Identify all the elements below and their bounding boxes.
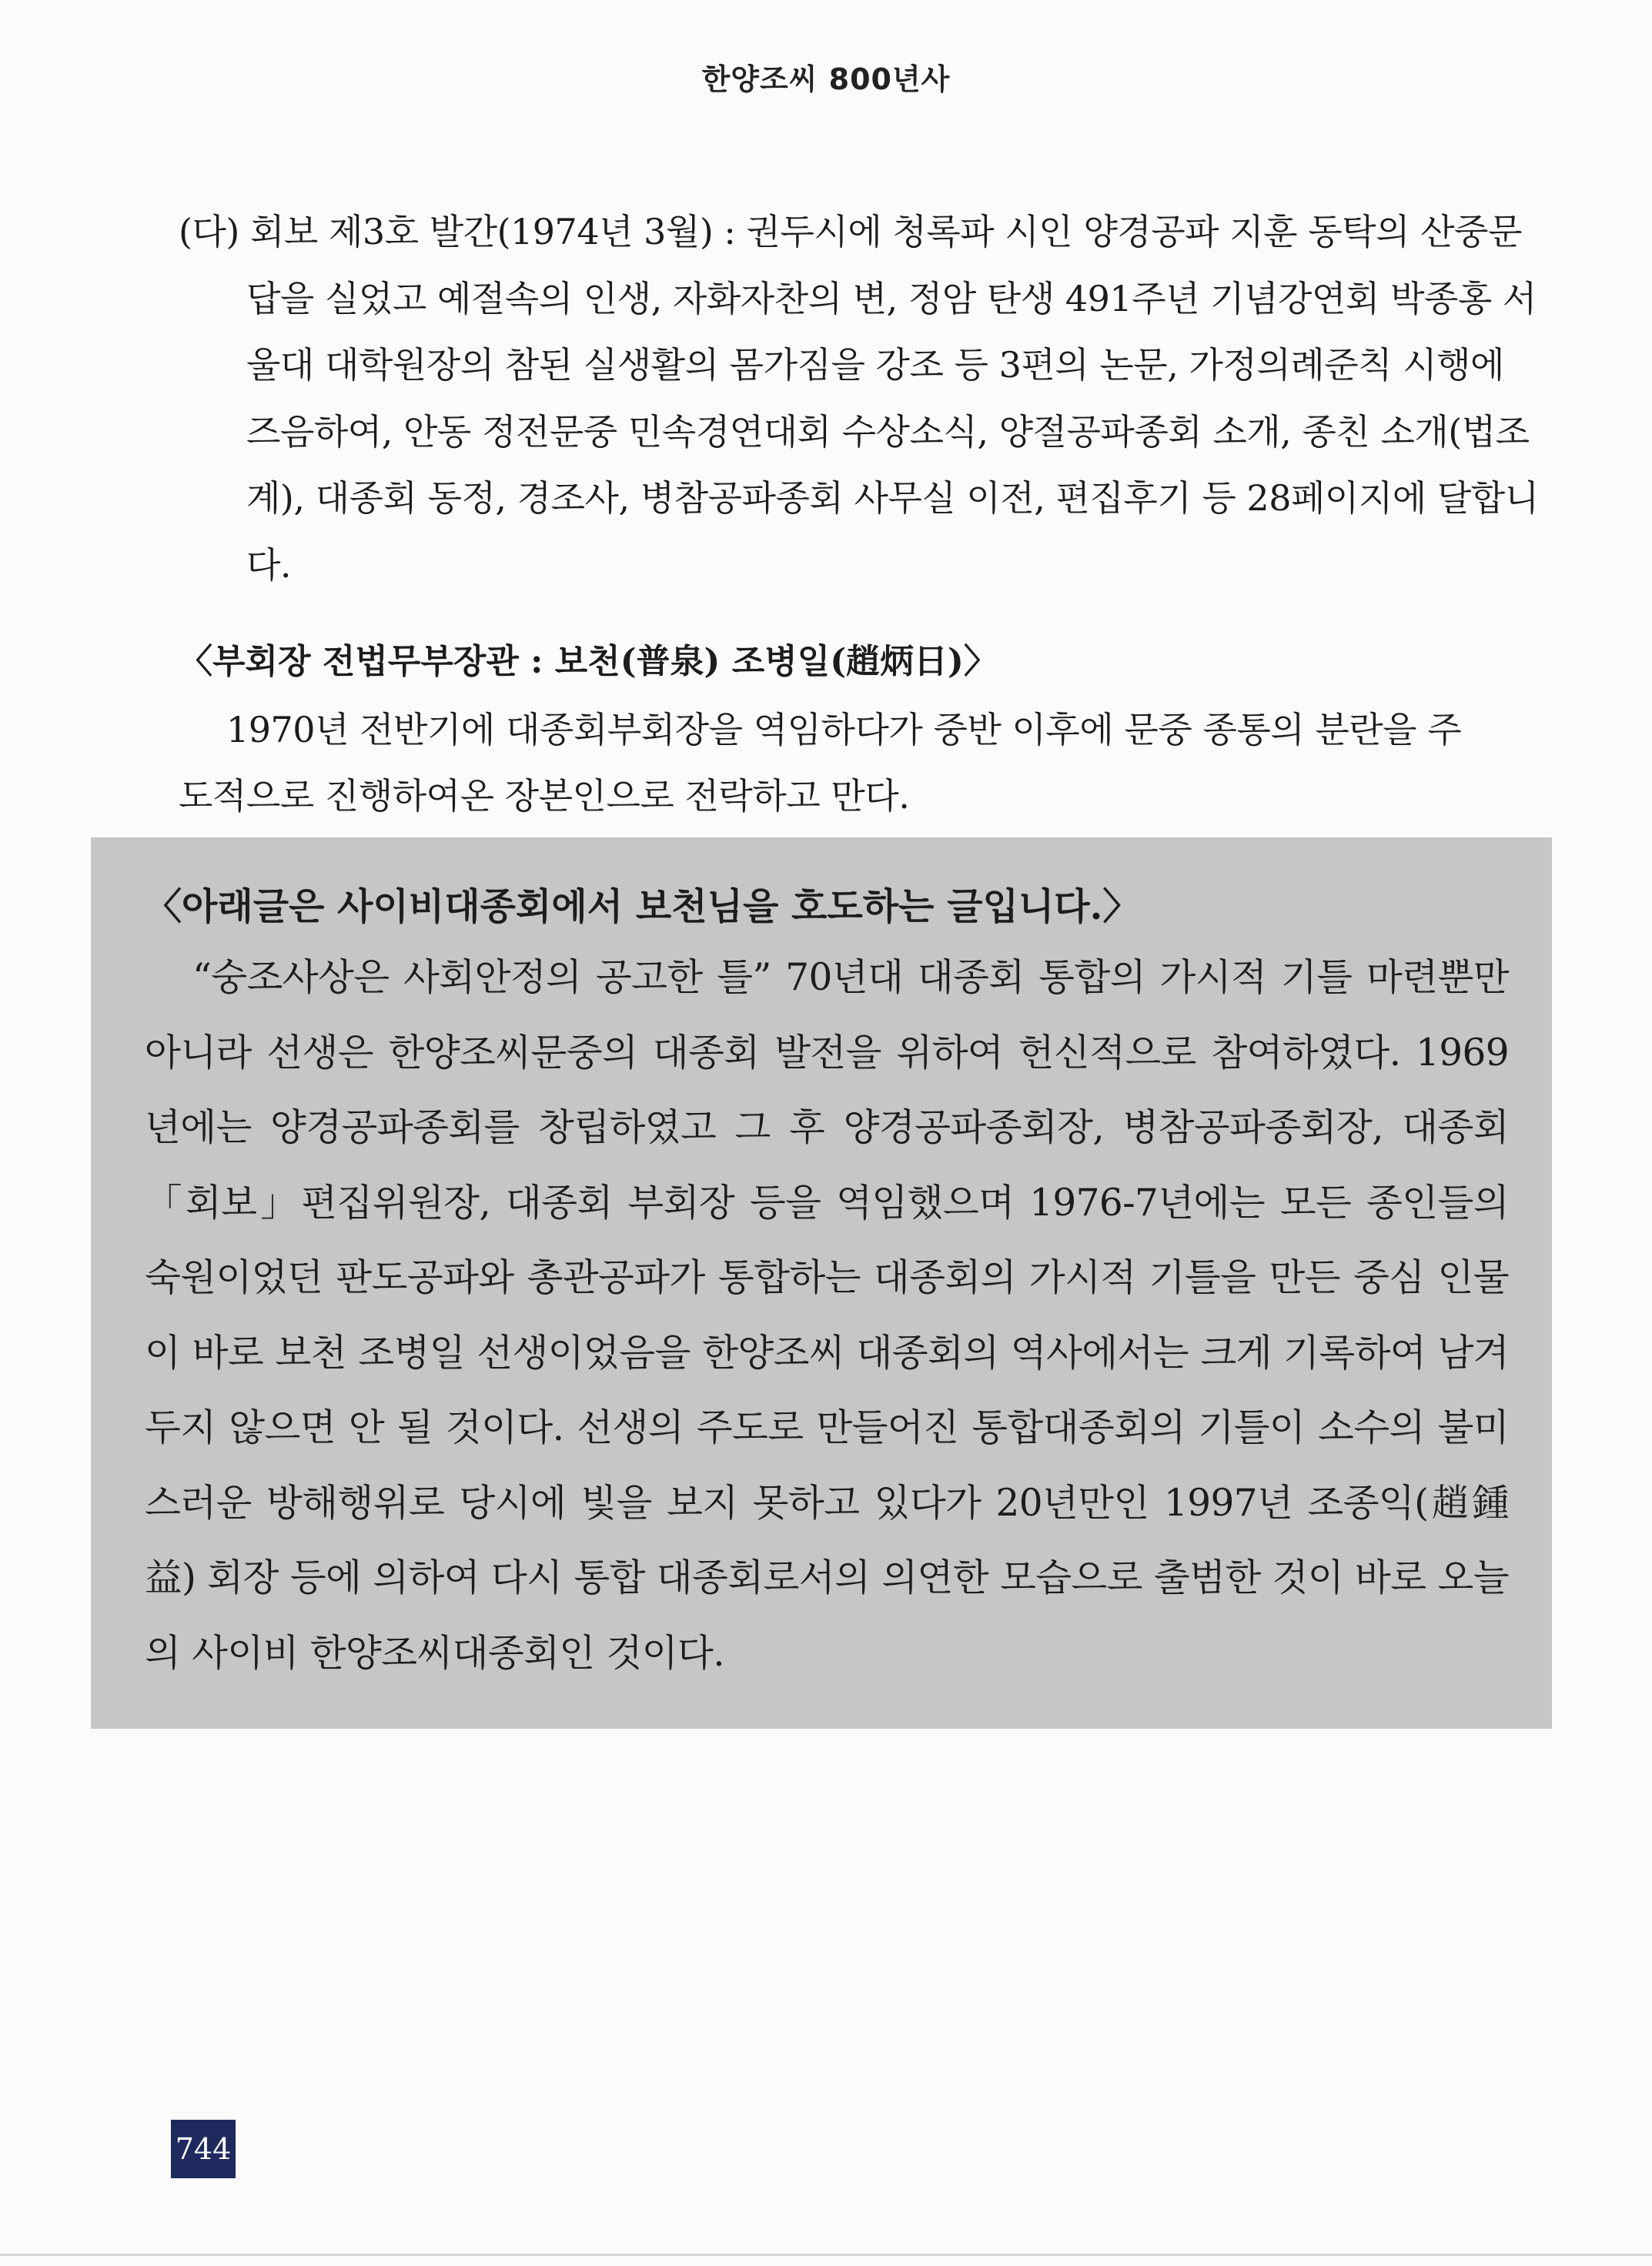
newsletter-item-paragraph: (다) 회보 제3호 발간(1974년 3월) : 권두시에 청록파 시인 양경공파 지훈 동탁의 산중문답을 실었고 예절속의 인생, 자화자찬의 변, 정암 탄생 491주년 기념강연회 박종홍 서울대 대학원장의 참된 실생활의 몸가짐을 강조 등 3편의 논문, 가정의례준칙 시행에 즈음하여, 안동 정전문중 민속경연대회 수상소식, 양절공파종회 소개, 종친 소개(법조계), 대종회 동정, 경조사, 병참공파종회 사무실 이전, 편집후기 등 28페이지에 달합니다.: [179, 211, 1539, 586]
page-number: 744: [171, 2120, 236, 2178]
page-bottom-rule: [0, 2254, 1652, 2256]
bio-paragraph: 1970년 전반기에 대종회부회장을 역임하다가 중반 이후에 문중 종통의 분란을 주도적으로 진행하여온 장본인으로 전락하고 만다.: [179, 709, 1462, 817]
bio-heading: 〈부회장 전법무부장관 : 보천(普泉) 조병일(趙炳日)〉: [179, 642, 998, 681]
quote-box: [91, 837, 1552, 1729]
quote-box-heading: 〈아래글은 사이비대종회에서 보천님을 호도하는 글입니다.〉: [145, 885, 1140, 928]
quote-box-paragraph: “숭조사상은 사회안정의 공고한 틀” 70년대 대종회 통합의 가시적 기틀 마련뿐만 아니라 선생은 한양조씨문중의 대종회 발전을 위하여 헌신적으로 참여하였다. 1969년에는 양경공파종회를 창립하였고 그 후 양경공파종회장, 병참공파종회장, 대종회「회보」편집위원장, 대종회 부회장 등을 역임했으며 1976-7년에는 모든 종인들의 숙원이었던 판도공파와 총관공파가 통합하는 대종회의 가시적 기틀을 만든 중심 인물이 바로 보천 조병일 선생이었음을 한양조씨 대종회의 역사에서는 크게 기록하여 남겨 두지 않으면 안 될 것이다. 선생의 주도로 만들어진 통합대종회의 기틀이 소수의 불미스러운 방해행위로 당시에 빛을 보지 못하고 있다가 20년만인 1997년 조종익(趙鍾益) 회장 등에 의하여 다시 통합 대종회로서의 의연한 모습으로 출범한 것이 바로 오늘의 사이비 한양조씨대종회인 것이다.: [145, 956, 1509, 1675]
running-title: 한양조씨 800년사: [701, 62, 951, 96]
